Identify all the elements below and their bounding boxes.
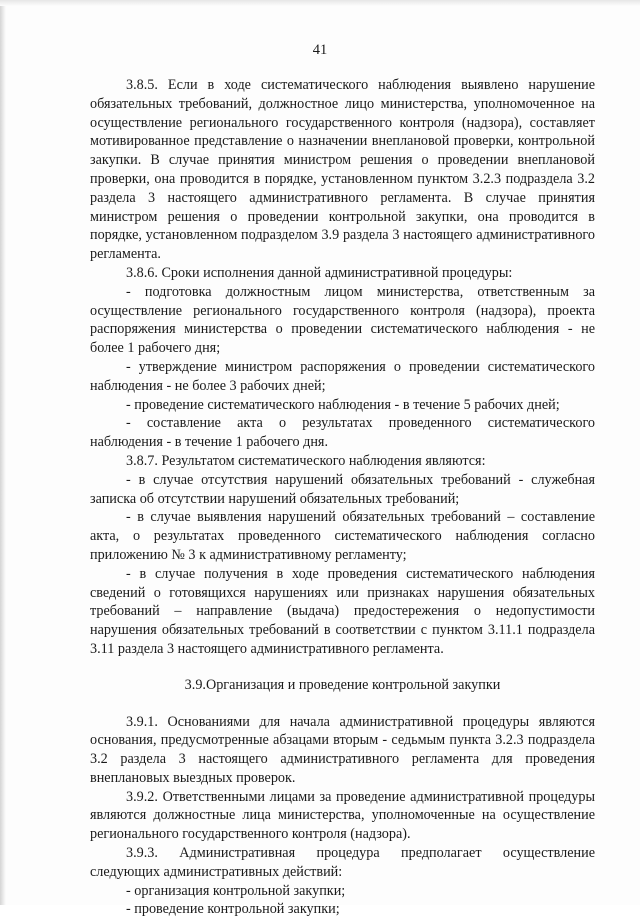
paragraph-3-9-3: 3.9.3. Административная процедура предполагает осуществление следующих административных действий: bbox=[90, 845, 595, 880]
list-item: - подготовка должностным лицом министерства, ответственным за осуществление регионального государственного контроля (надзора), проекта распоряжения министерства о проведении систематического наблюдения - не более 1 рабочего дня; bbox=[90, 283, 595, 357]
list-item: - организация контрольной закупки; bbox=[126, 882, 346, 899]
section-heading: 3.9.Организация и проведение контрольной закупки bbox=[184, 676, 501, 693]
list-item: - проведение систематического наблюдения - в течение 5 рабочих дней; bbox=[126, 396, 560, 413]
list-item: - в случае выявления нарушений обязательных требований – составление акта, о результатах проведенного систематического наблюдения согласно приложению № 3 к административному регламенту; bbox=[90, 509, 595, 563]
list-item: - в случае отсутствия нарушений обязательных требований - служебная записка об отсутствии нарушений обязательных требований; bbox=[90, 471, 595, 507]
list-item: - утверждение министром распоряжения о проведении систематического наблюдения - не более 3 рабочих дней; bbox=[90, 358, 595, 394]
paragraph-3-9-1: 3.9.1. Основаниями для начала административной процедуры являются основания, предусмотренные абзацами вторым - седьмым пункта 3.2.3 подраздела 3.2 раздела 3 настоящего административного регламента для проведения внеплановых выездных проверок. bbox=[90, 713, 595, 786]
list-item: - составление акта о результатах проведенного систематического наблюдения - в течение 1 рабочего дня. bbox=[90, 415, 595, 451]
scan-edge bbox=[0, 0, 6, 905]
scan-top-edge bbox=[0, 0, 640, 6]
list-item: - проведение контрольной закупки; bbox=[126, 901, 340, 918]
paragraph-3-8-7: 3.8.7. Результатом систематического наблюдения являются: bbox=[126, 452, 486, 469]
paragraph-3-8-5: 3.8.5. Если в ходе систематического наблюдения выявлено нарушение обязательных требований, должностное лицо министерства, уполномоченное на осуществление регионального государственного контроля (надзора), составляет мотивированное представление о назначении внеплановой проверки, контрольной закупки. В случае принятия министром решения о проведении внеплановой проверки, она проводится в порядке, установленном пунктом 3.2.3 подраздела 3.2 раздела 3 настоящего административного регламента. В случае принятия министром решения о проведении контрольной закупки, она проводится в порядке, установленном подразделом 3.9 раздела 3 настоящего административного регламента. bbox=[90, 77, 595, 263]
page-number: 41 bbox=[312, 42, 328, 58]
document-body bbox=[90, 76, 595, 919]
paragraph-3-8-6: 3.8.6. Сроки исполнения данной административной процедуры: bbox=[126, 264, 513, 281]
paragraph-3-9-2: 3.9.2. Ответственными лицами за проведение административной процедуры являются должностные лица министерства, уполномоченные на осуществление регионального государственного контроля (надзора). bbox=[90, 788, 595, 843]
list-item: - в случае получения в ходе проведения систематического наблюдения сведений о готовящихся нарушениях или признаках нарушения обязательных требований – направление (выдача) предостережения о недопустимости нарушения обязательных требований в соответствии с пунктом 3.11.1 подраздела 3.11 раздела 3 настоящего административного регламента. bbox=[90, 565, 595, 657]
